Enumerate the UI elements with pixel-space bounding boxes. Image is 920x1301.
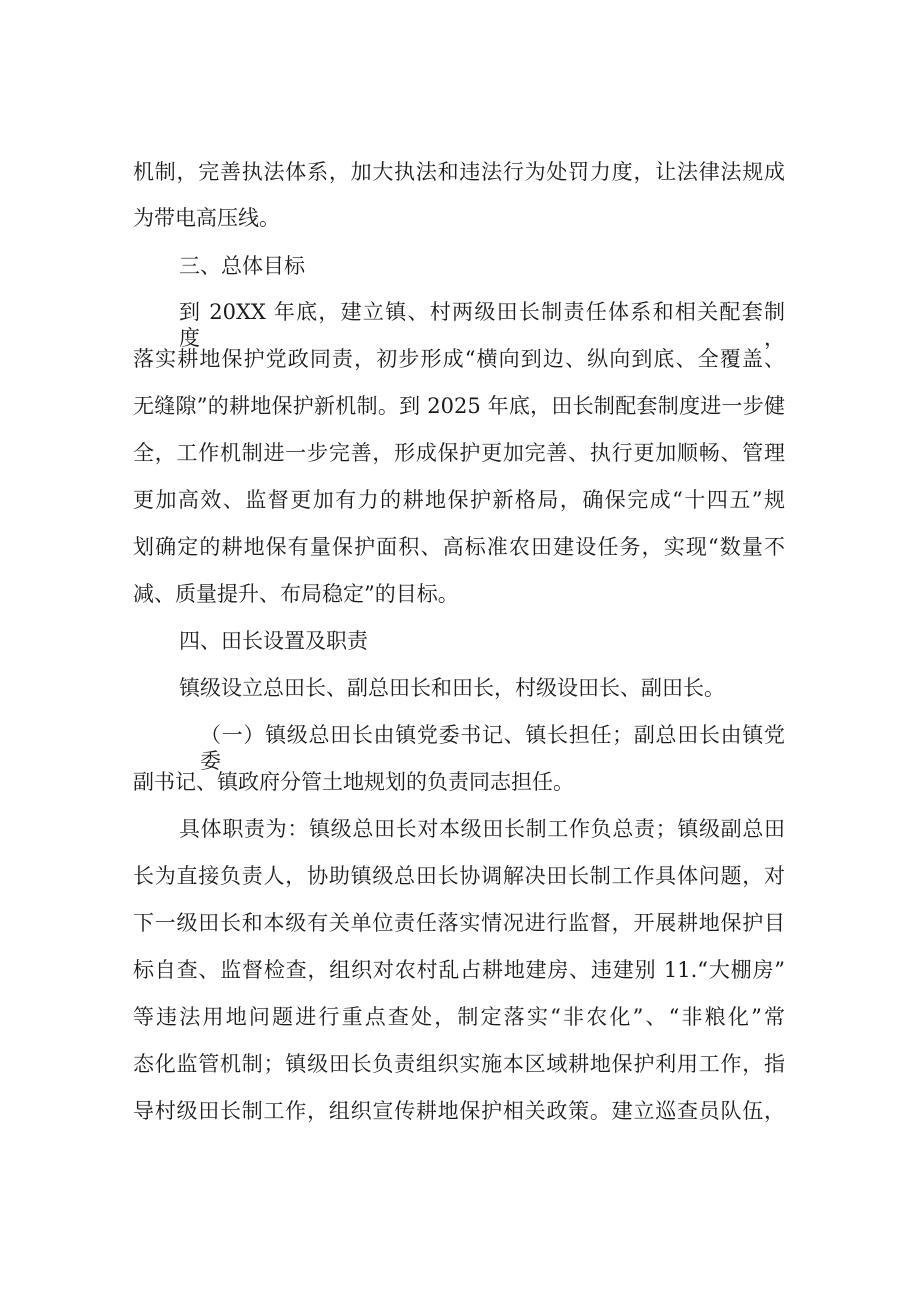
paragraph-line: 导村级田长制工作，组织宣传耕地保护相关政策。建立巡查员队伍， bbox=[133, 1099, 785, 1123]
paragraph-line: 减、质量提升、布局稳定”的目标。 bbox=[133, 582, 459, 606]
paragraph-line: 划确定的耕地保有量保护面积、高标准农田建设任务，实现“数量不 bbox=[133, 535, 785, 559]
section-heading-3: 三、总体目标 bbox=[179, 254, 305, 278]
paragraph-line: 落实耕地保护党政同责，初步形成“横向到边、纵向到底、全覆盖、 bbox=[133, 347, 785, 371]
paragraph-line: 等违法用地问题进行重点查处，制定落实“非农化”、“非粮化”常 bbox=[133, 1005, 785, 1029]
paragraph-line: 机制，完善执法体系，加大执法和违法行为处罚力度，让法律法规成 bbox=[133, 160, 785, 184]
paragraph-line: （一）镇级总田长由镇党委书记、镇长担任；副总田长由镇党委 bbox=[200, 723, 785, 773]
paragraph-line: 更加高效、监督更加有力的耕地保护新格局，确保完成“十四五”规 bbox=[133, 488, 785, 512]
paragraph-line: 到 20XX 年底，建立镇、村两级田长制责任体系和相关配套制度， bbox=[179, 300, 785, 350]
paragraph-line: 标自查、监督检查，组织对农村乱占耕地建房、违建别 11.“大棚房” bbox=[133, 958, 785, 982]
paragraph-line: 下一级田长和本级有关单位责任落实情况进行监督，开展耕地保护目 bbox=[133, 911, 785, 935]
paragraph-line: 全，工作机制进一步完善，形成保护更加完善、执行更加顺畅、管理 bbox=[133, 441, 785, 465]
paragraph-line: 为带电高压线。 bbox=[133, 206, 280, 230]
paragraph-line: 态化监管机制；镇级田长负责组织实施本区域耕地保护利用工作，指 bbox=[133, 1052, 785, 1076]
paragraph-line: 具体职责为：镇级总田长对本级田长制工作负总责；镇级副总田 bbox=[179, 817, 785, 841]
paragraph-line: 镇级设立总田长、副总田长和田长，村级设田长、副田长。 bbox=[179, 676, 725, 700]
paragraph-line: 无缝隙”的耕地保护新机制。到 2025 年底，田长制配套制度进一步健 bbox=[133, 394, 785, 418]
section-heading-4: 四、田长设置及职责 bbox=[179, 629, 368, 653]
paragraph-line: 副书记、镇政府分管土地规划的负责同志担任。 bbox=[133, 770, 574, 794]
paragraph-line: 长为直接负责人，协助镇级总田长协调解决田长制工作具体问题，对 bbox=[133, 864, 785, 888]
